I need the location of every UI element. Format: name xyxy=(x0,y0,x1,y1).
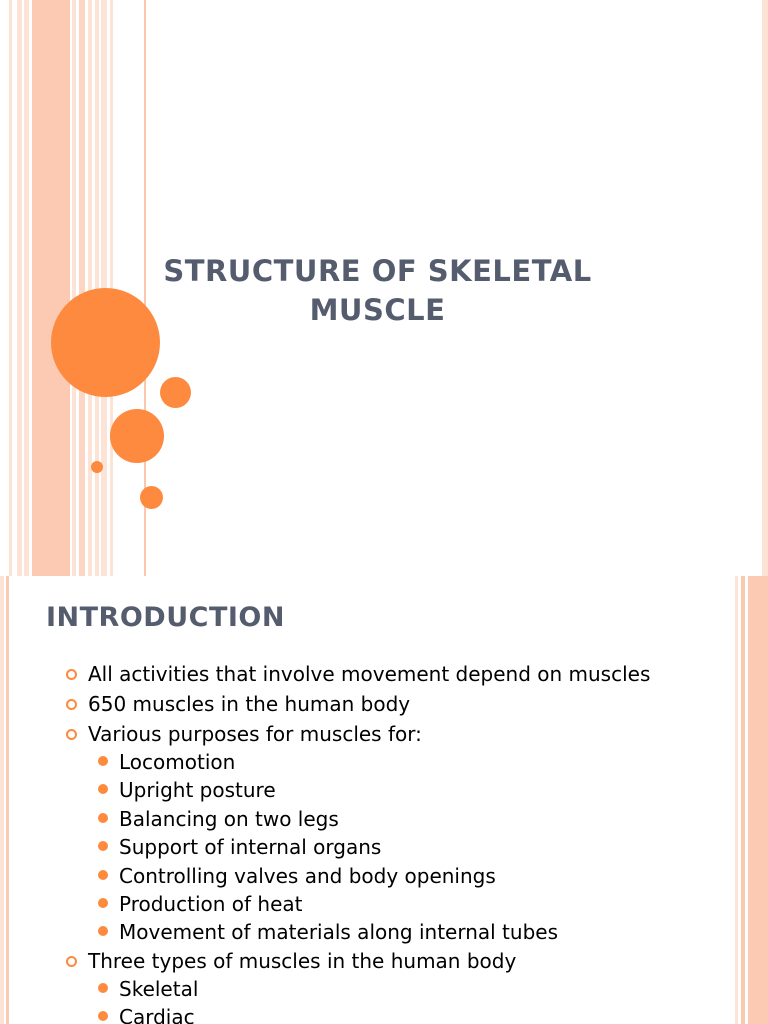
sub-bullet-text: Cardiac xyxy=(119,1005,195,1024)
sub-bullet-item xyxy=(0,752,730,780)
decorative-stripe xyxy=(88,0,92,576)
sub-bullet-item xyxy=(0,780,730,808)
sub-bullet-item xyxy=(0,1007,730,1024)
sub-bullet-text: Support of internal organs xyxy=(119,835,382,860)
sub-bullet-text: Upright posture xyxy=(119,778,276,803)
bullet-item xyxy=(0,664,730,694)
slide-title-line: STRUCTURE OF SKELETAL xyxy=(163,254,592,288)
ring-bullet-icon xyxy=(66,956,77,967)
decorative-stripe xyxy=(72,0,76,576)
dot-bullet-icon xyxy=(98,813,108,823)
ring-bullet-icon xyxy=(66,729,77,740)
sub-bullet-text: Balancing on two legs xyxy=(119,806,339,831)
dot-bullet-icon xyxy=(98,756,108,766)
sub-bullet-item xyxy=(0,837,730,865)
decorative-stripe xyxy=(79,0,85,576)
decorative-stripe xyxy=(735,576,738,1024)
slide-title: INTRODUCTION xyxy=(46,602,285,633)
sub-bullet-text: Production of heat xyxy=(119,891,303,916)
ring-bullet-icon xyxy=(66,699,77,710)
introduction-slide xyxy=(0,576,768,1024)
decorative-circle-small xyxy=(91,461,103,473)
sub-bullet-text: Controlling valves and body openings xyxy=(119,863,496,888)
dot-bullet-icon xyxy=(98,926,108,936)
sub-bullet-item xyxy=(0,922,730,950)
bullet-item xyxy=(0,724,730,752)
ring-bullet-icon xyxy=(66,669,77,680)
slide-title xyxy=(130,252,625,330)
decorative-stripe xyxy=(9,0,12,576)
sub-bullet-text: Locomotion xyxy=(119,750,236,774)
decorative-circle xyxy=(110,409,164,463)
bullet-item xyxy=(0,948,730,979)
decorative-stripe xyxy=(32,0,70,576)
bullet-text: Various purposes for muscles for: xyxy=(88,722,422,746)
slide-title-line: MUSCLE xyxy=(309,293,446,327)
bullet-list xyxy=(0,664,730,1024)
decorative-stripe xyxy=(741,576,745,1024)
dot-bullet-icon xyxy=(98,1011,108,1021)
sub-bullet-item xyxy=(0,891,730,922)
decorative-stripe xyxy=(748,576,768,1024)
decorative-circle xyxy=(160,377,191,408)
dot-bullet-icon xyxy=(98,841,108,851)
bullet-text: All activities that involve movement depend on muscles xyxy=(88,662,651,686)
dot-bullet-icon xyxy=(98,983,108,993)
dot-bullet-icon xyxy=(98,784,108,794)
sub-bullet-item xyxy=(0,976,730,1007)
sub-bullet-text: Movement of materials along internal tubes xyxy=(119,920,558,945)
sub-bullet-item xyxy=(0,863,730,894)
sub-bullet-text: Skeletal xyxy=(119,976,199,1001)
dot-bullet-icon xyxy=(98,898,108,908)
bullet-item xyxy=(0,694,730,724)
sub-bullet-item xyxy=(0,806,730,837)
bullet-text: Three types of muscles in the human body xyxy=(88,948,517,973)
decorative-stripe xyxy=(24,0,29,576)
decorative-circle xyxy=(140,486,163,509)
dot-bullet-icon xyxy=(98,870,108,880)
decorative-stripe xyxy=(762,0,768,576)
decorative-stripe xyxy=(17,0,22,576)
bullet-text: 650 muscles in the human body xyxy=(88,692,411,716)
